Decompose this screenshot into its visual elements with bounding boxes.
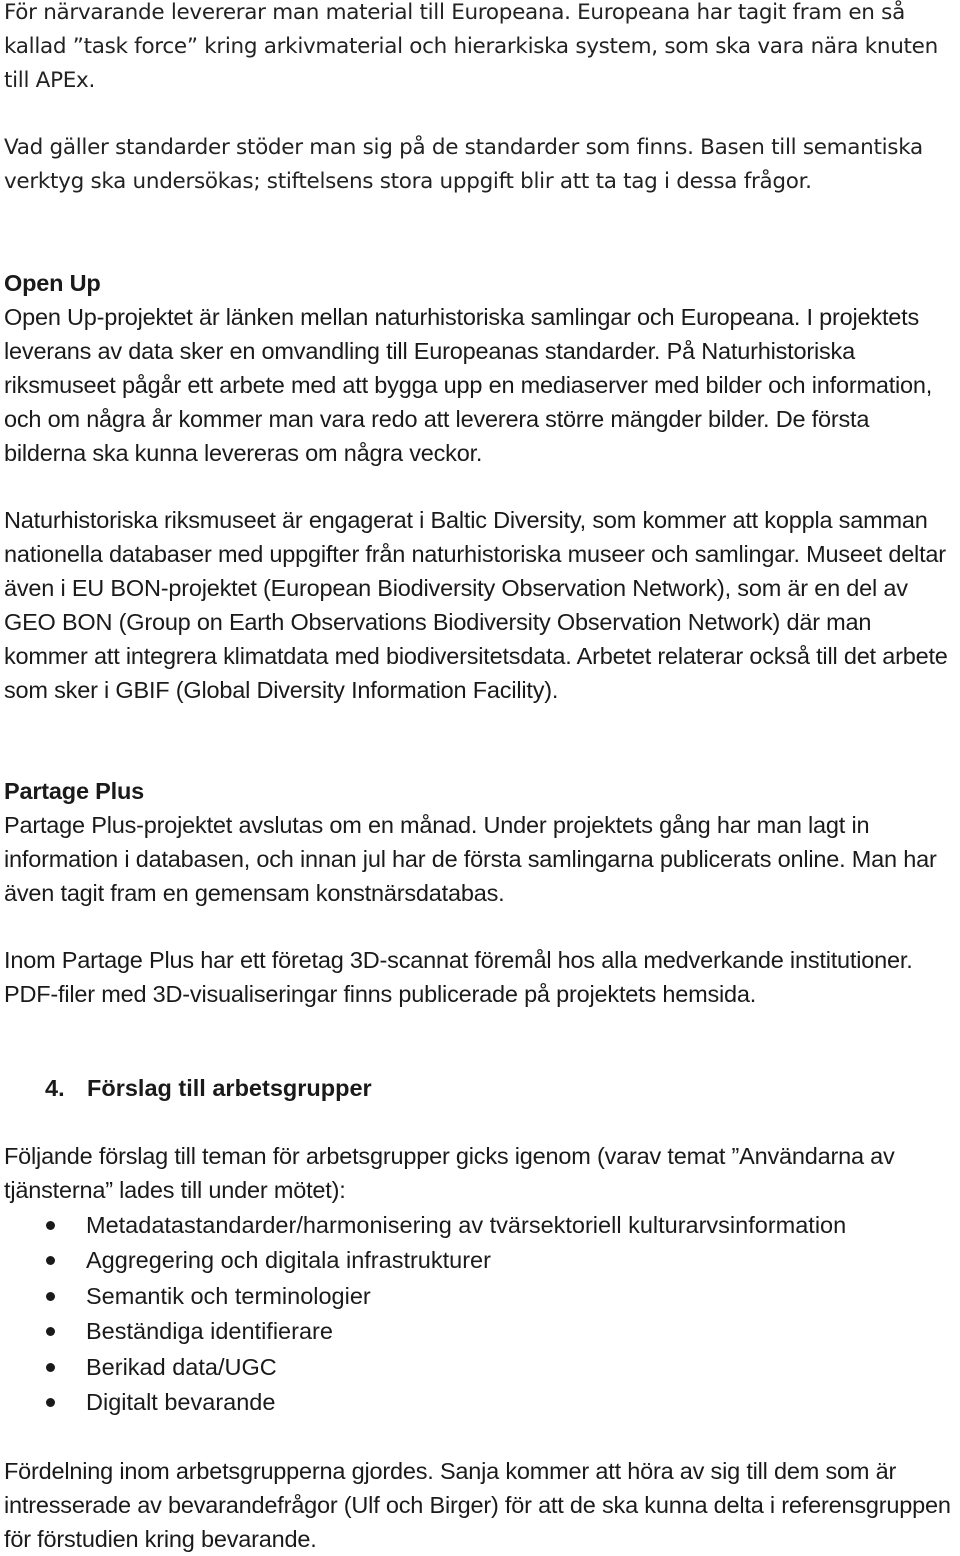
section-4-intro: Följande förslag till teman för arbetsgrupper gicks igenom (varav temat ”Användarna av tjänsterna” lades till under mötet):	[4, 1143, 895, 1203]
bullet-icon	[46, 1256, 55, 1265]
intro-paragraph-1: För närvarande levererar man material till Europeana. Europeana har tagit fram en så kallad ”task force” kring arkivmaterial och hierarkiska system, som ska vara nära knuten till APEx.	[4, 0, 938, 93]
open-up-heading: Open Up	[4, 270, 101, 296]
bullet-icon	[46, 1327, 55, 1336]
partage-plus-heading: Partage Plus	[4, 778, 144, 804]
section-title: Förslag till arbetsgrupper	[87, 1075, 372, 1101]
working-group-list	[4, 1208, 954, 1420]
partage-plus-paragraph-1: Partage Plus-projektet avslutas om en månad. Under projektets gång har man lagt in information i databasen, och innan jul har de första samlingarna publicerats online. Man har även tagit fram en gemensam konstnärsdatabas.	[4, 812, 937, 906]
bullet-icon	[46, 1398, 55, 1407]
list-item: Semantik och terminologier	[4, 1279, 954, 1314]
open-up-paragraph-2: Naturhistoriska riksmuseet är engagerat i Baltic Diversity, som kommer att koppla samman nationella databaser med uppgifter från naturhistoriska museer och samlingar. Museet deltar även i EU BON-projektet (European Biodiversity Observation Network), som är en del av GEO BON (Group on Earth Observations Biodiversity Observation Network) där man kommer att integrera klimatdata med biodiversitetsdata. Arbetet relaterar också till det arbete som sker i GBIF (Global Diversity Information Facility).	[4, 507, 948, 703]
partage-plus-paragraph-2: Inom Partage Plus har ett företag 3D-scannat föremål hos alla medverkande institutioner. PDF-filer med 3D-visualiseringar finns publicerade på projektets hemsida.	[4, 947, 913, 1007]
section-number: 4.	[45, 1075, 65, 1101]
list-item: Digitalt bevarande	[4, 1385, 954, 1420]
section-4-closing: Fördelning inom arbetsgrupperna gjordes. Sanja kommer att höra av sig till dem som är intresserade av bevarandefrågor (Ulf och Birger) för att de ska kunna delta i referensgruppen för förstudien kring bevarande.	[4, 1458, 951, 1552]
bullet-icon	[46, 1221, 55, 1230]
bullet-icon	[46, 1363, 55, 1372]
section-4-heading	[45, 1071, 372, 1105]
list-item: Aggregering och digitala infrastrukturer	[4, 1243, 954, 1278]
list-item: Beständiga identifierare	[4, 1314, 954, 1349]
list-item: Metadatastandarder/harmonisering av tvärsektoriell kulturarvsinformation	[4, 1208, 954, 1243]
list-item: Berikad data/UGC	[4, 1350, 954, 1385]
intro-paragraph-2: Vad gäller standarder stöder man sig på de standarder som finns. Basen till semantiska verktyg ska undersökas; stiftelsens stora uppgift blir att ta tag i dessa frågor.	[4, 135, 923, 194]
open-up-paragraph-1: Open Up-projektet är länken mellan naturhistoriska samlingar och Europeana. I projektets leverans av data sker en omvandling till Europeanas standarder. På Naturhistoriska riksmuseet pågår ett arbete med att bygga upp en mediaserver med bilder och information, och om några år kommer man vara redo att leverera större mängder bilder. De första bilderna ska kunna levereras om några veckor.	[4, 304, 933, 466]
bullet-icon	[46, 1292, 55, 1301]
